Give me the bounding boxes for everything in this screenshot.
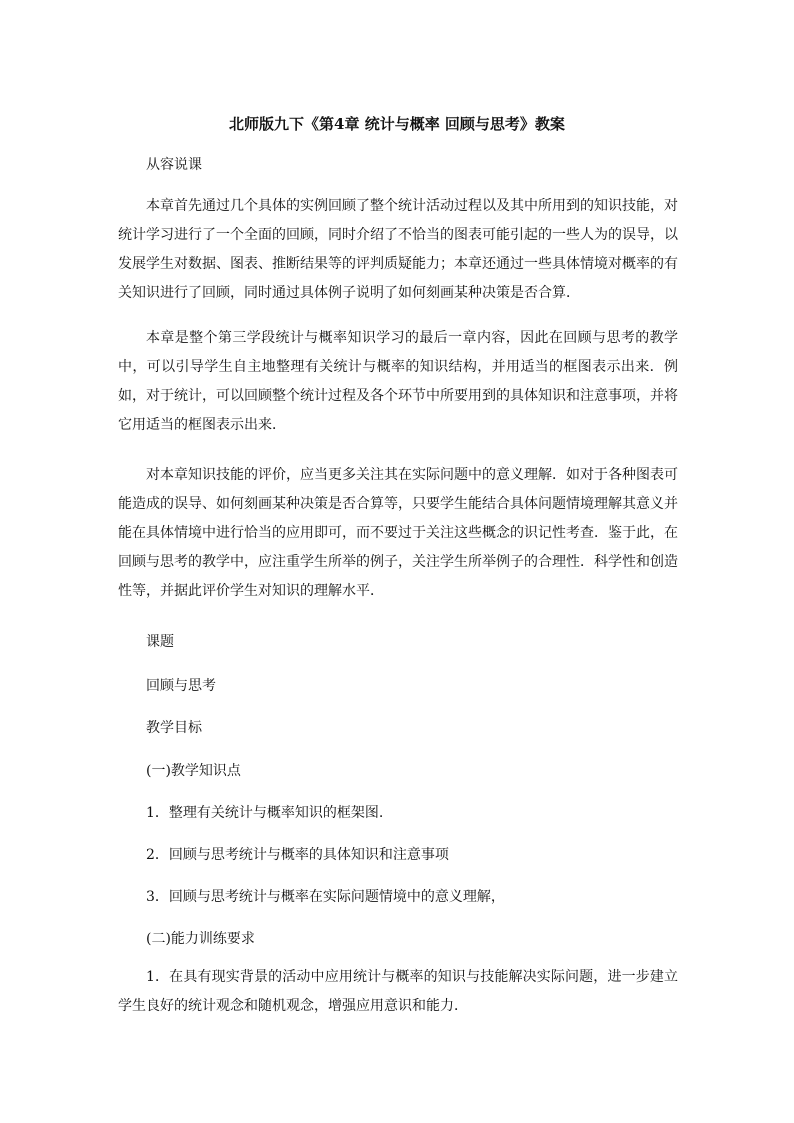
paragraph-text: 1．在具有现实背景的活动中应用统计与概率的知识与技能解决实际问题，进一步建立学生良好的统计观念和随机观念，增强应用意识和能力． xyxy=(118,969,678,1014)
paragraph-text: 本章首先通过几个具体的实例回顾了整个统计活动过程以及其中所用到的知识技能，对统计学习进行了一个全面的回顾，同时介绍了不恰当的图表可能引起的一些人为的误导，以发展学生对数据、图表、推断结果等的评判质疑能力；本章还通过一些具体情境对概率的有关知识进行了回顾，同时通过具体例子说明了如何刻画某种决策是否合算． xyxy=(118,198,678,301)
paragraph-evaluation xyxy=(118,461,678,606)
paragraph-intro xyxy=(118,192,678,308)
knowledge-item: 2．回顾与思考统计与概率的具体知识和注意事项 xyxy=(146,847,449,863)
paragraph-text: 对本章知识技能的评价，应当更多关注其在实际问题中的意义理解．如对于各种图表可能造成的误导、如何刻画某种决策是否合算等，只要学生能结合具体问题情境理解其意义并能在具体情境中进行恰当的应用即可，而不要过于关注这些概念的识记性考查．鉴于此，在回顾与思考的教学中，应注重学生所举的例子，关注学生所举例子的合理性．科学性和创造性等，并据此评价学生对知识的理解水平． xyxy=(118,467,678,599)
section-heading-congrong: 从容说课 xyxy=(146,157,202,173)
knowledge-item: 1．整理有关统计与概率知识的框架图. xyxy=(146,805,384,821)
paragraph-text: 本章是整个第三学段统计与概率知识学习的最后一章内容，因此在回顾与思考的教学中，可以引导学生自主地整理有关统计与概率的知识结构，并用适当的框图表示出来．例如，对于统计，可以回顾整个统计过程及各个环节中所要用到的具体知识和注意事项，并将它用适当的框图表示出来． xyxy=(118,330,678,433)
document-title: 北师版九下《第4章 统计与概率 回顾与思考》教案 xyxy=(229,115,565,133)
ability-label: (二)能力训练要求 xyxy=(146,931,255,947)
keti-label: 课题 xyxy=(146,634,174,650)
knowledge-item: 3．回顾与思考统计与概率在实际问题情境中的意义理解， xyxy=(146,889,505,905)
keti-value: 回顾与思考 xyxy=(146,678,216,694)
paragraph-ability xyxy=(118,963,678,1021)
knowledge-label: (一)教学知识点 xyxy=(146,763,241,779)
paragraph-structure xyxy=(118,324,678,440)
goals-label: 教学目标 xyxy=(146,720,202,736)
